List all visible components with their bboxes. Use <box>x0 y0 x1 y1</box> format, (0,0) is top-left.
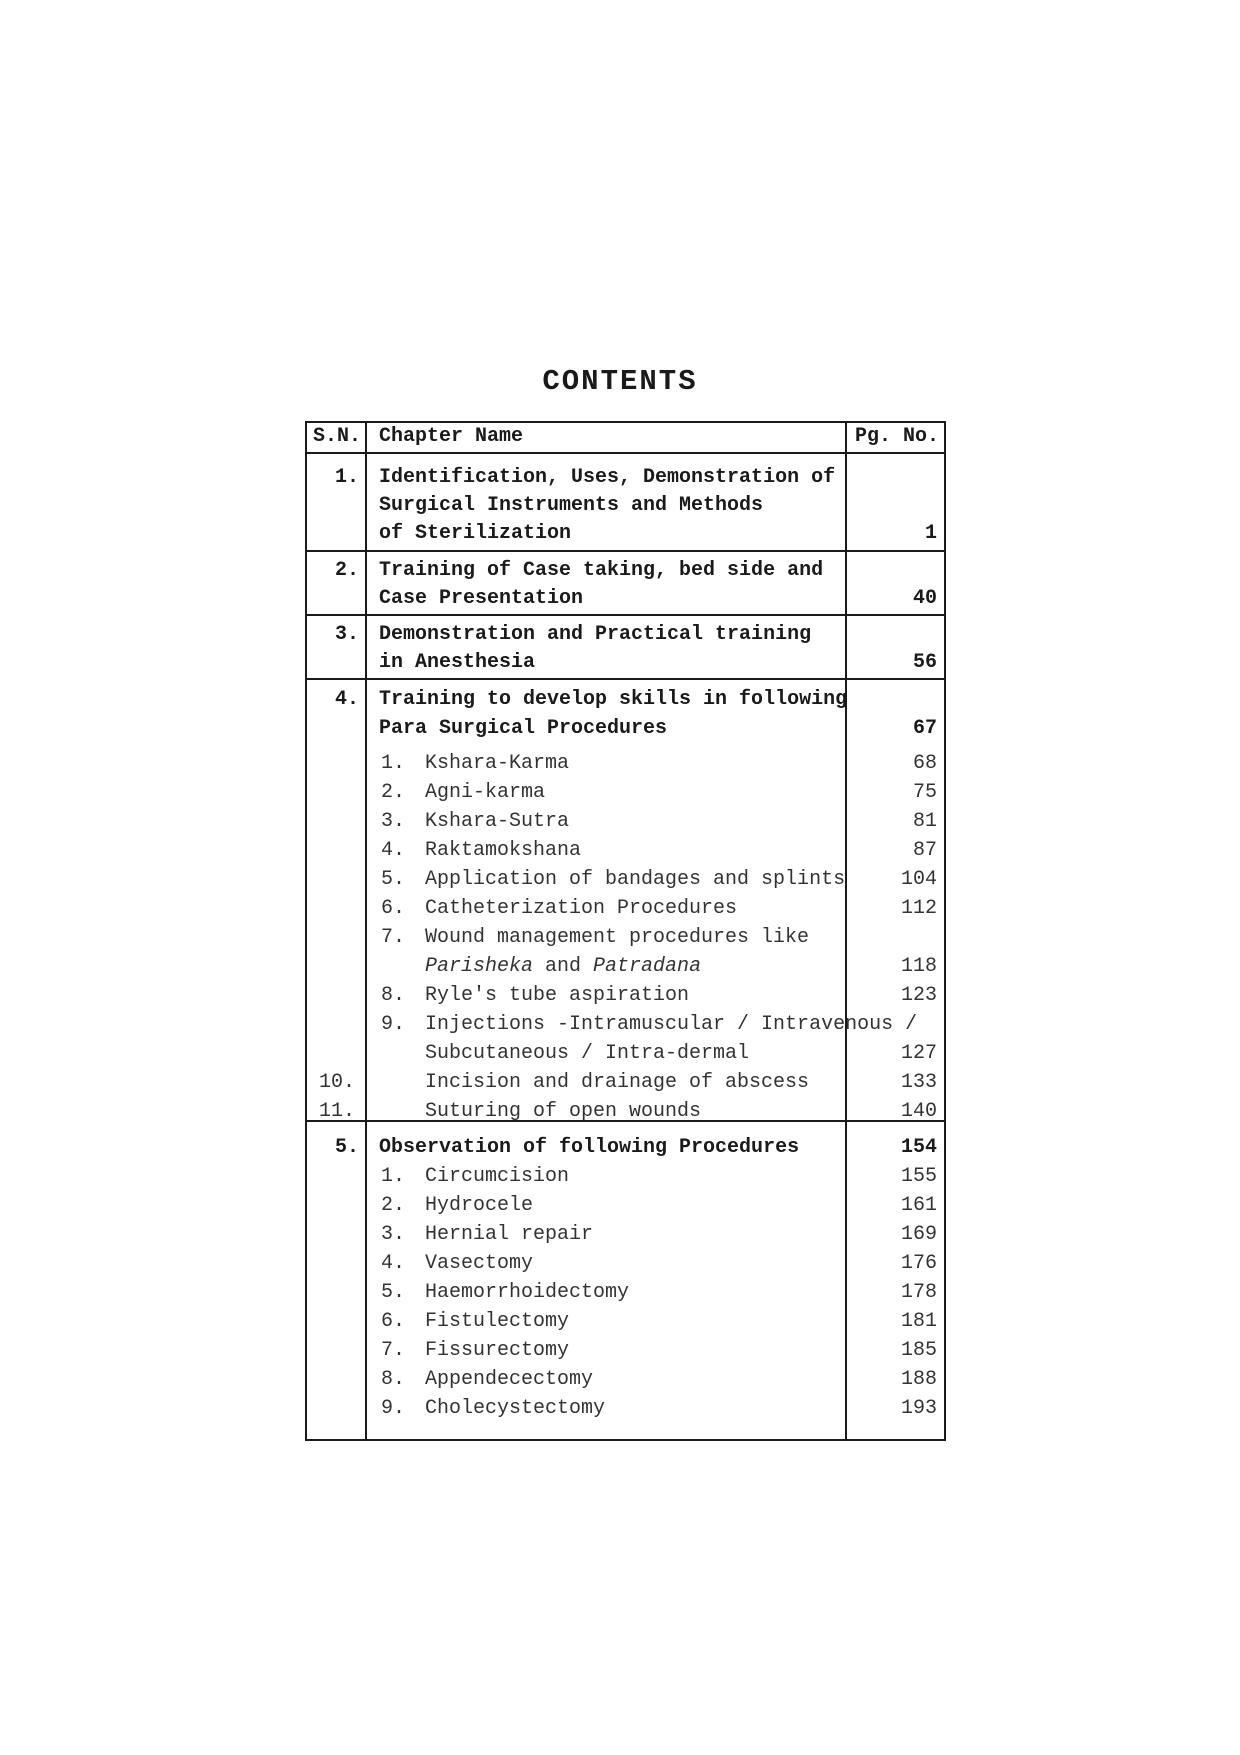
item-page: 81 <box>912 810 937 833</box>
row-divider <box>307 452 944 454</box>
item-page: 68 <box>912 752 937 775</box>
column-divider <box>845 423 847 1439</box>
header-sn: S.N. <box>313 425 362 448</box>
chapter-page: 40 <box>912 587 937 610</box>
item-page: 155 <box>900 1165 937 1188</box>
item-number: 10. <box>319 1071 356 1094</box>
item-page: 193 <box>900 1397 937 1420</box>
item-title: Incision and drainage of abscess <box>425 1071 810 1094</box>
header-page-number: Pg. No. <box>855 425 940 448</box>
item-title: Ryle's tube aspiration <box>425 984 690 1007</box>
item-title: Fistulectomy <box>425 1310 570 1333</box>
item-title: Wound management procedures like <box>425 926 810 949</box>
item-number: 7. <box>380 926 405 949</box>
item-page: 161 <box>900 1194 937 1217</box>
item-number: 8. <box>380 984 405 1007</box>
item-number: 4. <box>380 1252 405 1275</box>
item-title: Application of bandages and splints <box>425 868 846 891</box>
item-page: 188 <box>900 1368 937 1391</box>
chapter-number: 2. <box>334 559 359 582</box>
item-title: Raktamokshana <box>425 839 582 862</box>
row-divider <box>307 614 944 616</box>
item-title: Appendecectomy <box>425 1368 594 1391</box>
item-title: Hernial repair <box>425 1223 594 1246</box>
item-page: 178 <box>900 1281 937 1304</box>
chapter-page: 154 <box>900 1136 937 1159</box>
item-number: 9. <box>380 1397 405 1420</box>
item-title: Cholecystectomy <box>425 1397 606 1420</box>
item-term-italic: Patradana <box>593 955 702 978</box>
item-number: 2. <box>380 1194 405 1217</box>
item-title: Agni-karma <box>425 781 546 804</box>
chapter-page: 56 <box>912 651 937 674</box>
item-title: Injections -Intramuscular / Intravenous / <box>425 1013 918 1036</box>
page-title: CONTENTS <box>542 365 698 398</box>
item-page: 112 <box>900 897 937 920</box>
item-number: 3. <box>380 810 405 833</box>
item-title: Vasectomy <box>425 1252 534 1275</box>
item-number: 11. <box>319 1100 356 1123</box>
item-number: 6. <box>380 897 405 920</box>
item-term-italic: Parisheka <box>425 955 534 978</box>
chapter-number: 1. <box>334 466 359 489</box>
item-page: 123 <box>900 984 937 1007</box>
item-page: 181 <box>900 1310 937 1333</box>
item-number: 5. <box>380 1281 405 1304</box>
chapter-title-line: Case Presentation <box>379 587 584 610</box>
chapter-title-line: Surgical Instruments and Methods <box>379 494 764 517</box>
item-title: Hydrocele <box>425 1194 534 1217</box>
item-title: Haemorrhoidectomy <box>425 1281 630 1304</box>
chapter-title-line: of Sterilization <box>379 522 572 545</box>
item-number: 2. <box>380 781 405 804</box>
item-number: 5. <box>380 868 405 891</box>
item-page: 75 <box>912 781 937 804</box>
item-title: Kshara-Karma <box>425 752 570 775</box>
item-page: 140 <box>900 1100 937 1123</box>
item-number: 4. <box>380 839 405 862</box>
row-divider <box>307 678 944 680</box>
chapter-title-line: Para Surgical Procedures <box>379 717 668 740</box>
item-page: 118 <box>900 955 937 978</box>
item-number: 8. <box>380 1368 405 1391</box>
item-title: Circumcision <box>425 1165 570 1188</box>
item-number: 3. <box>380 1223 405 1246</box>
item-page: 176 <box>900 1252 937 1275</box>
chapter-number: 3. <box>334 623 359 646</box>
row-divider <box>307 550 944 552</box>
item-title-continued: Subcutaneous / Intra-dermal <box>425 1042 750 1065</box>
chapter-title-line: in Anesthesia <box>379 651 536 674</box>
item-page: 87 <box>912 839 937 862</box>
chapter-number: 4. <box>334 688 359 711</box>
item-conjunction: and <box>533 955 594 978</box>
item-page: 169 <box>900 1223 937 1246</box>
header-chapter-name: Chapter Name <box>379 425 524 448</box>
chapter-number: 5. <box>334 1136 359 1159</box>
item-page: 185 <box>900 1339 937 1362</box>
item-page: 127 <box>900 1042 937 1065</box>
item-page: 104 <box>900 868 937 891</box>
chapter-title-line: Identification, Uses, Demonstration of <box>379 466 836 489</box>
item-title: Catheterization Procedures <box>425 897 738 920</box>
item-page: 133 <box>900 1071 937 1094</box>
item-number: 1. <box>380 752 405 775</box>
chapter-title-line: Training to develop skills in following <box>379 688 848 711</box>
item-title: Fissurectomy <box>425 1339 570 1362</box>
chapter-page: 67 <box>912 717 937 740</box>
item-number: 7. <box>380 1339 405 1362</box>
chapter-title-line: Observation of following Procedures <box>379 1136 800 1159</box>
contents-table <box>305 421 946 1441</box>
chapter-title-line: Demonstration and Practical training <box>379 623 812 646</box>
item-number: 1. <box>380 1165 405 1188</box>
chapter-title-line: Training of Case taking, bed side and <box>379 559 824 582</box>
item-number: 6. <box>380 1310 405 1333</box>
item-title: Suturing of open wounds <box>425 1100 702 1123</box>
chapter-page: 1 <box>924 522 937 545</box>
item-title: Kshara-Sutra <box>425 810 570 833</box>
item-number: 9. <box>380 1013 405 1036</box>
item-title-continued <box>425 952 701 981</box>
